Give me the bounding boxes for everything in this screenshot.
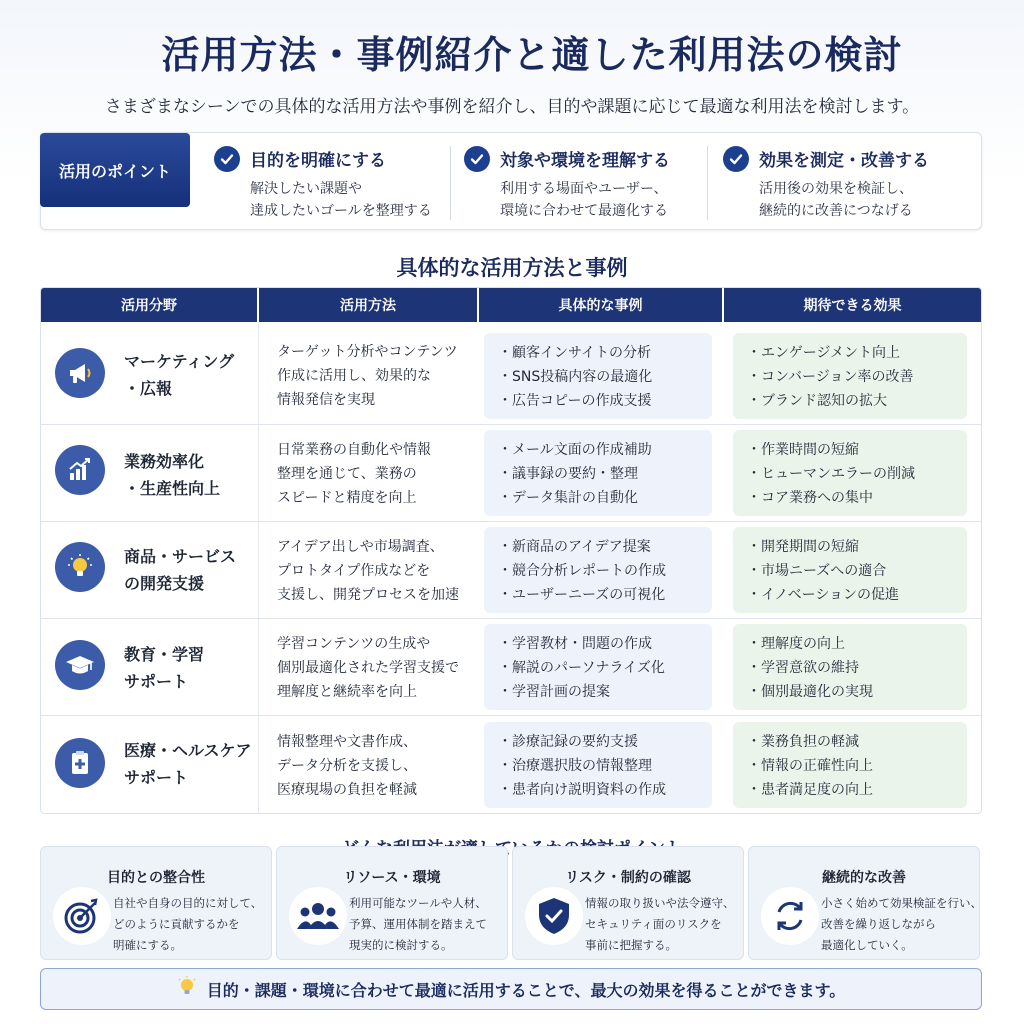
- cycle-icon: [761, 887, 819, 945]
- method-line: 情報整理や文書作成、: [277, 734, 417, 750]
- point-desc-line: 利用する場面やユーザー、: [500, 181, 668, 197]
- effect-box: [733, 624, 967, 710]
- consider-card-title: リソース・環境: [343, 870, 441, 886]
- footer-banner: [40, 968, 982, 1010]
- consider-desc-line: 予算、運用体制を踏まえて: [349, 917, 487, 931]
- method-line: スピードと精度を向上: [277, 490, 417, 506]
- case-item: ・議事録の要約・整理: [498, 466, 638, 482]
- point-desc-line: 活用後の効果を検証し、: [759, 181, 913, 197]
- effect-item: ・作業時間の短縮: [747, 442, 859, 458]
- consider-desc-line: どのように貢献するかを: [113, 917, 240, 931]
- method-text: [277, 438, 431, 510]
- method-line: ターゲット分析やコンテンツ: [277, 344, 458, 360]
- consider-card: [512, 846, 744, 960]
- case-item: ・学習教材・問題の作成: [498, 636, 652, 652]
- points-label: 活用のポイント: [40, 133, 190, 207]
- check-icon: [723, 146, 749, 172]
- method-text: [277, 730, 417, 802]
- point-item: [723, 140, 963, 224]
- row-divider: [41, 715, 981, 716]
- case-item: ・解説のパーソナライズ化: [498, 660, 665, 676]
- column-divider: [258, 322, 259, 813]
- shield-check-icon: [525, 887, 583, 945]
- lightbulb-icon: [55, 542, 105, 592]
- consider-card-desc: [585, 893, 735, 956]
- category-name-line: の開発支援: [124, 574, 205, 593]
- consider-card-desc: [113, 893, 262, 956]
- method-line: 日常業務の自動化や情報: [277, 442, 431, 458]
- case-item: ・SNS投稿内容の最適化: [498, 369, 653, 385]
- case-item: ・新商品のアイデア提案: [498, 539, 651, 555]
- point-desc: [250, 178, 432, 222]
- case-item: ・メール文面の作成補助: [498, 442, 652, 458]
- method-line: プロトタイプ作成などを: [277, 563, 431, 579]
- effect-item: ・イノベーションの促進: [747, 587, 900, 603]
- consider-desc-line: セキュリティ面のリスクを: [585, 917, 722, 931]
- consider-desc-line: 最適化していく。: [821, 938, 913, 952]
- consider-card: [40, 846, 272, 960]
- lightbulb-icon: [177, 976, 197, 1002]
- divider: [450, 146, 451, 220]
- page-subtitle: さまざまなシーンでの具体的な活用方法や事例を紹介し、目的や課題に応じて最適な利用法を検討します。: [104, 97, 920, 117]
- effect-item: ・コア業務への集中: [747, 490, 873, 506]
- case-item: ・学習計画の提案: [498, 684, 610, 700]
- effect-box: [733, 430, 967, 516]
- consider-card-title: リスク・制約の確認: [565, 870, 691, 886]
- effect-item: ・ブランド認知の拡大: [747, 393, 887, 409]
- case-box: [484, 333, 712, 419]
- category-name-line: 医療・ヘルスケア: [124, 741, 252, 760]
- point-desc: [500, 178, 668, 222]
- row-divider: [41, 618, 981, 619]
- consider-card: [748, 846, 980, 960]
- case-item: ・診療記録の要約支援: [498, 734, 638, 750]
- method-line: アイデア出しや市場調査、: [277, 539, 444, 555]
- effect-item: ・開発期間の短縮: [747, 539, 859, 555]
- effect-box: [733, 333, 967, 419]
- case-item: ・データ集計の自動化: [498, 490, 638, 506]
- category-name-line: サポート: [124, 768, 189, 787]
- category-name: [124, 641, 204, 695]
- category-name: [124, 543, 236, 597]
- effect-box: [733, 722, 967, 808]
- category-name-line: ・生産性向上: [124, 479, 221, 498]
- point-title: 効果を測定・改善する: [759, 151, 929, 171]
- table-header-cell: 期待できる効果: [724, 288, 981, 322]
- category-name-line: マーケティング: [124, 352, 235, 371]
- target-icon: [53, 887, 111, 945]
- method-line: 個別最適化された学習支援で: [277, 660, 459, 676]
- case-item: ・患者向け説明資料の作成: [498, 782, 666, 798]
- table-header-cell: 活用方法: [259, 288, 477, 322]
- method-line: 作成に活用し、効果的な: [277, 368, 431, 384]
- point-item: [464, 140, 694, 224]
- point-desc-line: 環境に合わせて最適化する: [500, 203, 668, 219]
- check-icon: [464, 146, 490, 172]
- case-item: ・顧客インサイトの分析: [498, 345, 652, 361]
- case-box: [484, 430, 712, 516]
- divider: [707, 146, 708, 220]
- table-heading: 具体的な活用方法と事例: [396, 256, 628, 280]
- category-name: [124, 737, 252, 791]
- point-title: 対象や環境を理解する: [500, 151, 670, 171]
- effect-box: [733, 527, 967, 613]
- case-item: ・広告コピーの作成支援: [498, 393, 652, 409]
- method-line: 理解度と継続率を向上: [277, 684, 417, 700]
- case-box: [484, 527, 712, 613]
- category-name-line: 商品・サービス: [124, 547, 237, 566]
- case-item: ・治療選択肢の情報整理: [498, 758, 652, 774]
- people-icon: [289, 887, 347, 945]
- effect-item: ・患者満足度の向上: [747, 782, 873, 798]
- consider-desc-line: 現実的に検討する。: [349, 938, 453, 952]
- table-header-cell: 活用分野: [41, 288, 257, 322]
- point-desc-line: 達成したいゴールを整理する: [250, 203, 432, 219]
- effect-item: ・業務負担の軽減: [747, 734, 859, 750]
- effect-item: ・学習意欲の維持: [747, 660, 859, 676]
- consider-desc-line: 明確にする。: [113, 938, 182, 952]
- category-name-line: サポート: [124, 672, 189, 691]
- point-desc: [759, 178, 913, 222]
- category-name-line: 教育・学習: [124, 645, 205, 664]
- point-title: 目的を明確にする: [250, 151, 386, 171]
- method-text: [277, 632, 459, 704]
- effect-item: ・コンバージョン率の改善: [747, 369, 914, 385]
- effect-item: ・エンゲージメント向上: [747, 345, 901, 361]
- method-line: 学習コンテンツの生成や: [277, 636, 431, 652]
- megaphone-icon: [55, 348, 105, 398]
- point-desc-line: 解決したい課題や: [250, 181, 362, 197]
- case-item: ・ユーザーニーズの可視化: [498, 587, 666, 603]
- method-line: 整理を通じて、業務の: [277, 466, 417, 482]
- consider-card-title: 目的との整合性: [107, 870, 205, 886]
- category-name-line: 業務効率化: [124, 452, 205, 471]
- consider-desc-line: 小さく始めて効果検証を行い、: [821, 896, 982, 910]
- consider-card: [276, 846, 508, 960]
- table-header-cell: 具体的な事例: [479, 288, 722, 322]
- consider-desc-line: 情報の取り扱いや法令遵守、: [585, 896, 735, 910]
- method-line: 医療現場の負担を軽減: [277, 782, 417, 798]
- method-text: [277, 340, 458, 412]
- consider-card-desc: [821, 893, 982, 956]
- category-name: [124, 348, 234, 402]
- method-line: データ分析を支援し、: [277, 758, 417, 774]
- category-name: [124, 448, 220, 502]
- case-box: [484, 722, 712, 808]
- footer-text: 目的・課題・環境に合わせて最適に活用することで、最大の効果を得ることができます。: [206, 980, 846, 1000]
- method-line: 支援し、開発プロセスを加速: [277, 587, 459, 603]
- chart-growth-icon: [55, 445, 105, 495]
- case-item: ・競合分析レポートの作成: [498, 563, 666, 579]
- check-icon: [214, 146, 240, 172]
- page-title: 活用方法・事例紹介と適した利用法の検討: [161, 33, 903, 77]
- effect-item: ・ヒューマンエラーの削減: [747, 466, 915, 482]
- row-divider: [41, 521, 981, 522]
- row-divider: [41, 424, 981, 425]
- consider-desc-line: 利用可能なツールや人材、: [349, 896, 487, 910]
- effect-item: ・理解度の向上: [747, 636, 845, 652]
- effect-item: ・個別最適化の実現: [747, 684, 873, 700]
- method-line: 情報発信を実現: [277, 392, 375, 408]
- point-desc-line: 継続的に改善につなげる: [759, 203, 913, 219]
- medical-clipboard-icon: [55, 738, 105, 788]
- consider-card-title: 継続的な改善: [822, 870, 906, 886]
- effect-item: ・市場ニーズへの適合: [747, 563, 887, 579]
- point-item: [214, 140, 444, 224]
- category-name-line: ・広報: [124, 379, 173, 398]
- consider-desc-line: 改善を繰り返しながら: [821, 917, 936, 931]
- consider-card-desc: [349, 893, 487, 956]
- case-box: [484, 624, 712, 710]
- graduation-cap-icon: [55, 640, 105, 690]
- consider-desc-line: 事前に把握する。: [585, 938, 677, 952]
- method-text: [277, 535, 459, 607]
- effect-item: ・情報の正確性向上: [747, 758, 873, 774]
- consider-desc-line: 自社や自身の目的に対して、: [113, 896, 263, 910]
